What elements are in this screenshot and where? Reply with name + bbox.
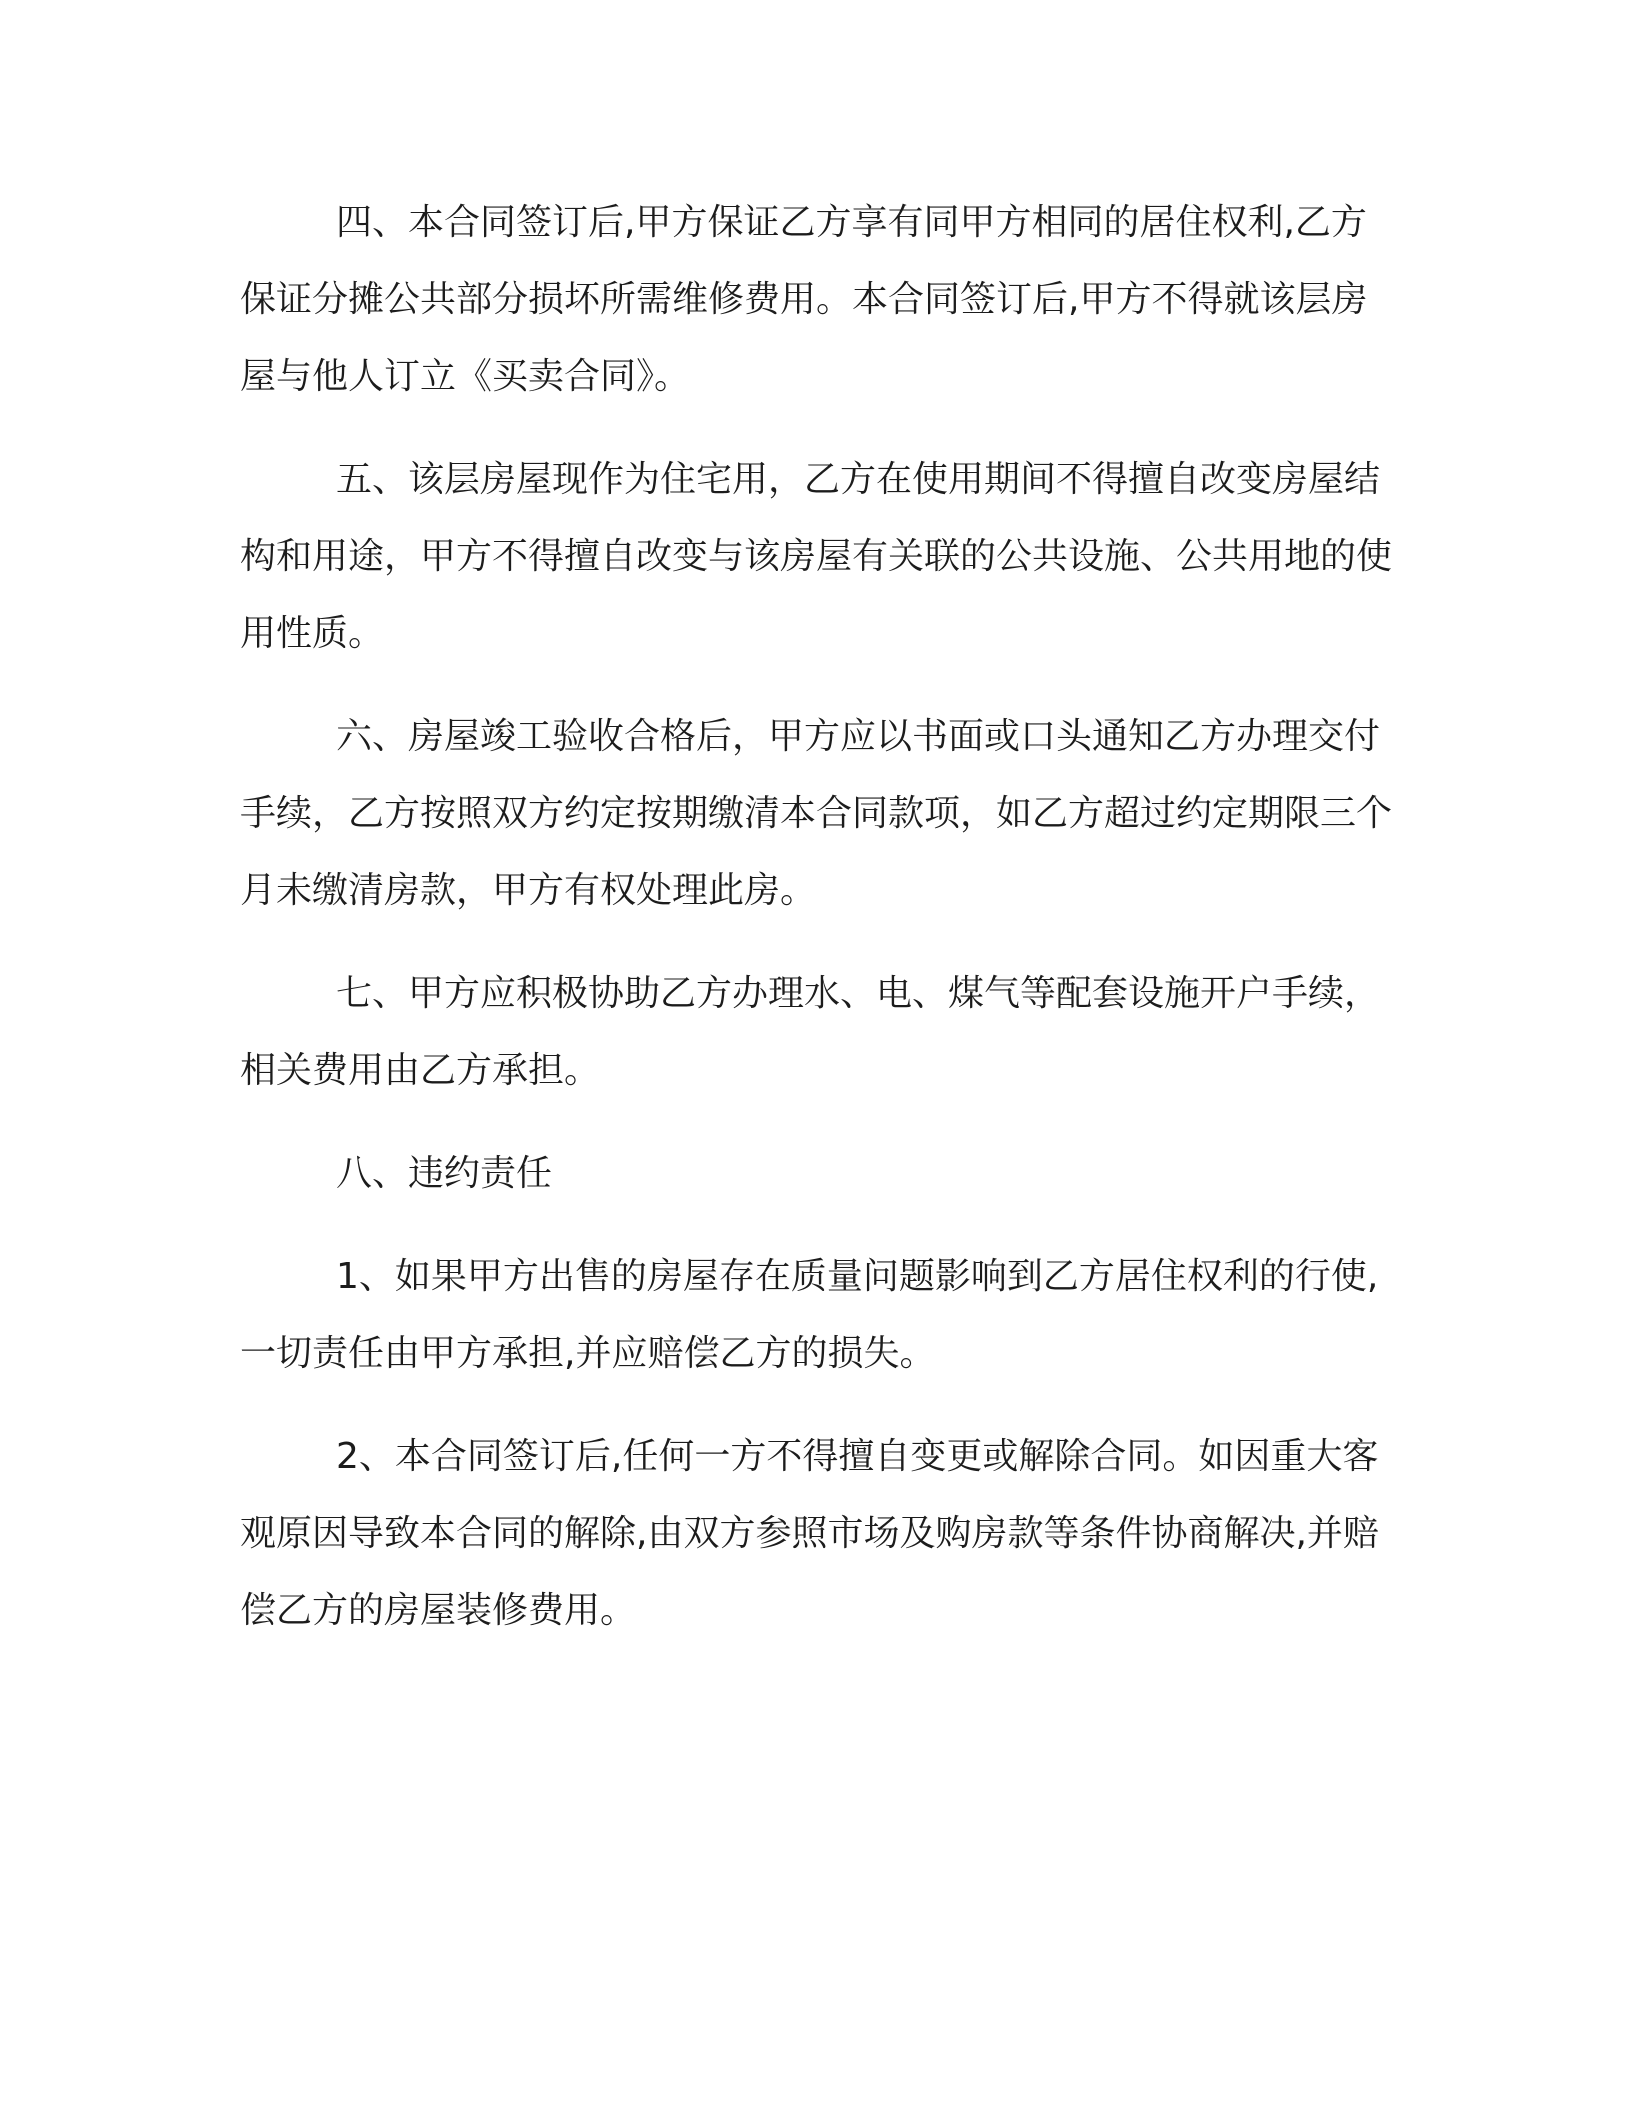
clause-5-paragraph: 五、该层房屋现作为住宅用，乙方在使用期间不得擅自改变房屋结构和用途，甲方不得擅自改变与该房屋有关联的公共设施、公共用地的使用性质。 [240,459,1393,654]
clause-8-heading: 八、违约责任 [336,1153,553,1194]
clause-7-paragraph: 七、甲方应积极协助乙方办理水、电、煤气等配套设施开户手续，相关费用由乙方承担。 [240,973,1381,1091]
clause-4-paragraph: 四、本合同签订后,甲方保证乙方享有同甲方相同的居住权利,乙方保证分摊公共部分损坏所需维修费用。本合同签订后,甲方不得就该层房屋与他人订立《买卖合同》。 [240,202,1368,397]
clause-6-paragraph: 六、房屋竣工验收合格后，甲方应以书面或口头通知乙方办理交付手续，乙方按照双方约定按期缴清本合同款项，如乙方超过约定期限三个月未缴清房款，甲方有权处理此房。 [240,716,1393,911]
clause-8-item-2-paragraph: 2、本合同签订后,任何一方不得擅自变更或解除合同。如因重大客观原因导致本合同的解除,由双方参照市场及购房款等条件协商解决,并赔偿乙方的房屋装修费用。 [240,1436,1379,1631]
clause-8-item-1-paragraph: 1、如果甲方出售的房屋存在质量问题影响到乙方居住权利的行使,一切责任由甲方承担,并应赔偿乙方的损失。 [240,1256,1379,1374]
document-body [240,184,1400,1675]
